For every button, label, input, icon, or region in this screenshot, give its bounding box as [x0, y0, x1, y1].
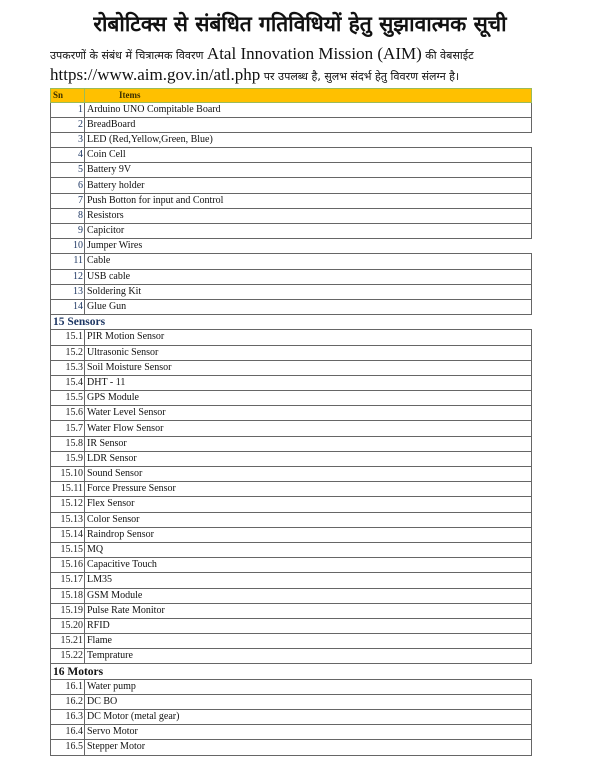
row-sn: 14: [51, 299, 85, 314]
row-sn: 5: [51, 163, 85, 178]
table-row: [51, 482, 532, 497]
section-heading: 16 Motors: [51, 664, 532, 679]
row-item: IR Sensor: [85, 436, 532, 451]
table-row: [51, 163, 532, 178]
row-sn: 15.12: [51, 497, 85, 512]
row-sn: 15.11: [51, 482, 85, 497]
row-item: Resistors: [85, 208, 532, 223]
intro-text: उपकरणों के संबंध में चित्रात्मक विवरण: [50, 49, 207, 62]
row-item: Soldering Kit: [85, 284, 532, 299]
row-sn: 3: [51, 132, 85, 147]
row-sn: 15.5: [51, 391, 85, 406]
row-sn: 15.1: [51, 330, 85, 345]
table-row: [51, 208, 532, 223]
row-item: Coin Cell: [85, 148, 532, 163]
table-row: [51, 573, 532, 588]
column-header-items: Items: [85, 89, 532, 103]
table-row: [51, 148, 532, 163]
row-sn: 15.20: [51, 618, 85, 633]
row-item: Jumper Wires: [85, 239, 532, 254]
row-item: PIR Motion Sensor: [85, 330, 532, 345]
table-row: [51, 588, 532, 603]
row-item: Temprature: [85, 649, 532, 664]
table-row: [51, 345, 532, 360]
row-sn: 8: [51, 208, 85, 223]
row-sn: 10: [51, 239, 85, 254]
row-sn: 16.2: [51, 694, 85, 709]
row-item: RFID: [85, 618, 532, 633]
row-sn: 12: [51, 269, 85, 284]
table-row: [51, 740, 532, 755]
row-sn: 15.6: [51, 406, 85, 421]
row-item: USB cable: [85, 269, 532, 284]
table-row: [51, 193, 532, 208]
table-row: [51, 649, 532, 664]
table-row: [51, 132, 532, 147]
row-item: Capacitive Touch: [85, 558, 532, 573]
aim-url-link[interactable]: https://www.aim.gov.in/atl.php: [50, 65, 261, 84]
row-sn: 15.17: [51, 573, 85, 588]
row-sn: 6: [51, 178, 85, 193]
row-item: Water pump: [85, 679, 532, 694]
table-row: [51, 512, 532, 527]
row-sn: 15.14: [51, 527, 85, 542]
table-row: [51, 542, 532, 557]
row-sn: 15.4: [51, 375, 85, 390]
items-table: [50, 88, 532, 756]
table-row: [51, 451, 532, 466]
table-row: [51, 269, 532, 284]
section-heading-row: [51, 315, 532, 330]
row-item: Flex Sensor: [85, 497, 532, 512]
row-item: LM35: [85, 573, 532, 588]
row-item: Color Sensor: [85, 512, 532, 527]
row-sn: 15.2: [51, 345, 85, 360]
table-row: [51, 102, 532, 117]
table-row: [51, 299, 532, 314]
intro-text: की वेबसाईट: [421, 49, 474, 62]
row-sn: 9: [51, 224, 85, 239]
table-row: [51, 527, 532, 542]
row-item: Battery 9V: [85, 163, 532, 178]
row-item: GSM Module: [85, 588, 532, 603]
row-item: Capicitor: [85, 224, 532, 239]
table-row: [51, 254, 532, 269]
table-row: [51, 679, 532, 694]
row-sn: 15.19: [51, 603, 85, 618]
row-item: Sound Sensor: [85, 467, 532, 482]
row-item: Ultrasonic Sensor: [85, 345, 532, 360]
row-sn: 2: [51, 117, 85, 132]
row-item: Soil Moisture Sensor: [85, 360, 532, 375]
table-row: [51, 558, 532, 573]
table-row: [51, 467, 532, 482]
table-row: [51, 178, 532, 193]
row-sn: 15.3: [51, 360, 85, 375]
row-sn: 15.21: [51, 634, 85, 649]
row-item: Push Botton for input and Control: [85, 193, 532, 208]
row-item: Cable: [85, 254, 532, 269]
intro-paragraph: [50, 44, 570, 86]
intro-line-1: [50, 44, 570, 65]
intro-line-2: [50, 65, 570, 86]
table-row: [51, 603, 532, 618]
row-item: Stepper Motor: [85, 740, 532, 755]
table-row: [51, 710, 532, 725]
row-item: Glue Gun: [85, 299, 532, 314]
table-row: [51, 634, 532, 649]
row-item: DC Motor (metal gear): [85, 710, 532, 725]
table-row: [51, 117, 532, 132]
table-row: [51, 406, 532, 421]
row-sn: 15.16: [51, 558, 85, 573]
row-sn: 15.22: [51, 649, 85, 664]
row-item: Water Flow Sensor: [85, 421, 532, 436]
row-sn: 15.10: [51, 467, 85, 482]
row-sn: 7: [51, 193, 85, 208]
row-sn: 15.18: [51, 588, 85, 603]
row-item: Flame: [85, 634, 532, 649]
page-title: रोबोटिक्स से संबंधित गतिविधियों हेतु सुझावात्मक सूची: [93, 11, 507, 36]
row-sn: 16.5: [51, 740, 85, 755]
intro-text: पर उपलब्ध है, सुलभ संदर्भ हेतु विवरण संलग्न है।: [260, 70, 460, 83]
row-item: GPS Module: [85, 391, 532, 406]
table-row: [51, 239, 532, 254]
aim-name: Atal Innovation Mission (AIM): [206, 44, 422, 63]
row-item: Arduino UNO Compitable Board: [85, 102, 532, 117]
row-sn: 1: [51, 102, 85, 117]
row-item: Water Level Sensor: [85, 406, 532, 421]
row-sn: 15.15: [51, 542, 85, 557]
table-row: [51, 421, 532, 436]
table-row: [51, 224, 532, 239]
row-item: Force Pressure Sensor: [85, 482, 532, 497]
column-header-sn: Sn: [51, 89, 85, 103]
table-row: [51, 497, 532, 512]
table-row: [51, 436, 532, 451]
table-row: [51, 694, 532, 709]
section-heading-row: [51, 664, 532, 679]
table-row: [51, 284, 532, 299]
table-row: [51, 618, 532, 633]
row-item: DC BO: [85, 694, 532, 709]
row-item: Raindrop Sensor: [85, 527, 532, 542]
section-heading: 15 Sensors: [51, 315, 532, 330]
table-row: [51, 375, 532, 390]
table-row: [51, 391, 532, 406]
table-row: [51, 330, 532, 345]
row-sn: 15.9: [51, 451, 85, 466]
row-sn: 16.1: [51, 679, 85, 694]
row-sn: 11: [51, 254, 85, 269]
row-item: LED (Red,Yellow,Green, Blue): [85, 132, 532, 147]
row-sn: 15.13: [51, 512, 85, 527]
table-row: [51, 360, 532, 375]
row-sn: 13: [51, 284, 85, 299]
row-sn: 16.3: [51, 710, 85, 725]
table-header-row: [51, 89, 532, 103]
row-item: MQ: [85, 542, 532, 557]
row-item: BreadBoard: [85, 117, 532, 132]
row-sn: 4: [51, 148, 85, 163]
row-sn: 15.8: [51, 436, 85, 451]
table-row: [51, 725, 532, 740]
row-item: LDR Sensor: [85, 451, 532, 466]
row-item: Battery holder: [85, 178, 532, 193]
row-item: Pulse Rate Monitor: [85, 603, 532, 618]
row-sn: 16.4: [51, 725, 85, 740]
row-item: DHT - 11: [85, 375, 532, 390]
row-sn: 15.7: [51, 421, 85, 436]
row-item: Servo Motor: [85, 725, 532, 740]
